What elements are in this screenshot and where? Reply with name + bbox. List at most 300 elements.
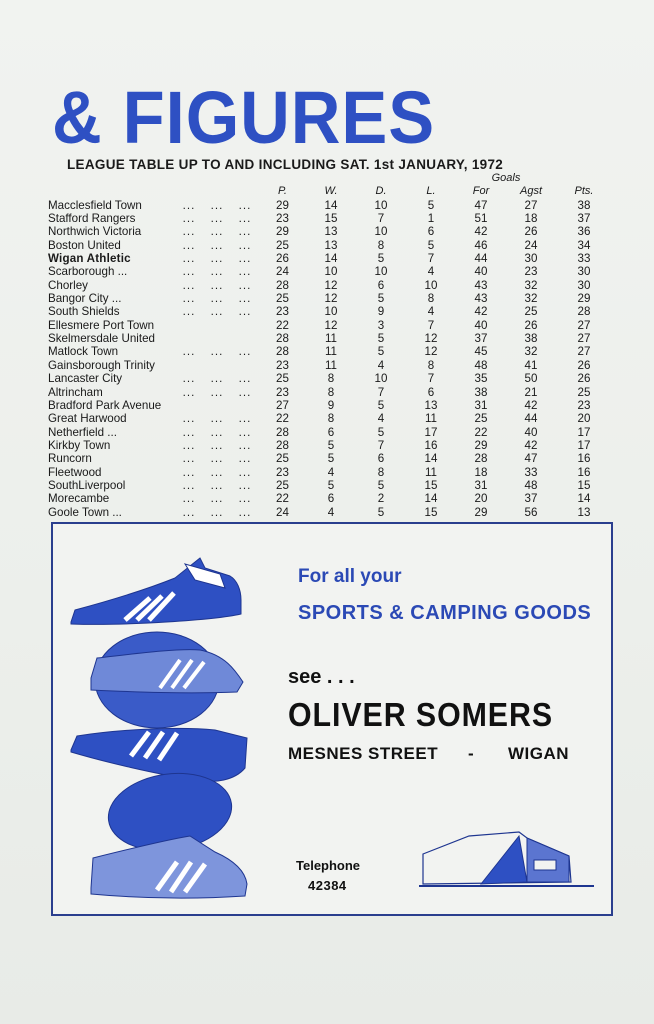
table-row [48,199,612,212]
page-headline: & FIGURES [52,76,436,159]
cell-p: 26 [276,252,289,266]
league-table-title: LEAGUE TABLE UP TO AND INCLUDING SAT. 1st JANUARY, 1972 [67,157,504,172]
cell-w: 11 [324,345,338,359]
leader-dots: ... [210,305,224,319]
cell-p: 23 [276,358,289,372]
cell-l: 16 [424,438,438,452]
cell-l: 4 [427,265,435,279]
leader-dots: ... [210,265,224,279]
cell-p: 23 [276,465,289,479]
advert-see: see . . . [288,666,355,688]
leader-dots: ... [210,425,224,439]
cell-w: 8 [327,372,335,386]
leader-dots: ... [182,505,196,519]
leader-dots: ... [238,425,252,439]
leader-dots: ... [182,438,196,452]
leader-dots: ... [210,438,224,452]
cell-l: 12 [424,332,438,346]
cell-agst: 26 [524,318,538,332]
cell-w: 13 [324,238,338,252]
cell-agst: 48 [524,478,538,492]
cell-pts: 37 [577,212,591,226]
cell-for: 45 [474,345,488,359]
team-name: Stafford Rangers [48,212,136,226]
col-header-lost: L. [426,185,436,198]
cell-p: 28 [276,345,289,359]
cell-p: 25 [276,372,289,386]
cell-for: 43 [474,278,488,292]
cell-d: 10 [374,225,388,239]
cell-agst: 42 [524,438,538,452]
cell-l: 1 [427,212,435,226]
cell-for: 37 [474,332,488,346]
cell-l: 11 [424,465,438,479]
cell-for: 42 [474,305,488,319]
team-name: Boston United [48,238,121,252]
leader-dots: ... [210,225,224,239]
leader-dots: ... [238,212,252,226]
cell-l: 6 [427,225,435,239]
team-name: Bradford Park Avenue [48,398,162,412]
cell-agst: 25 [524,305,538,319]
league-table-body [48,199,612,519]
leader-dots: ... [238,452,252,466]
cell-d: 10 [374,198,388,212]
team-name: Chorley [48,278,88,292]
leader-dots: ... [182,385,196,399]
leader-dots: ... [238,252,252,266]
leader-dots: ... [210,412,224,426]
cell-d: 8 [377,238,385,252]
col-header-goals-against: Agst [519,185,542,198]
cell-pts: 29 [577,292,591,306]
cell-p: 23 [276,212,289,226]
cell-w: 8 [327,412,335,426]
leader-dots: ... [210,198,224,212]
cell-for: 31 [474,398,488,412]
cell-pts: 13 [577,505,591,519]
team-name: Matlock Town [48,345,119,359]
table-row [48,479,612,492]
cell-l: 8 [427,292,435,306]
cell-w: 13 [324,225,338,239]
table-row [48,466,612,479]
cell-for: 20 [474,492,488,506]
table-row [48,332,612,345]
cell-agst: 21 [524,385,538,399]
cell-w: 14 [324,198,338,212]
leader-dots: ... [210,292,224,306]
cell-for: 28 [474,452,488,466]
team-name: Scarborough ... [48,265,128,279]
cell-d: 9 [377,305,385,319]
cell-for: 40 [474,318,488,332]
cell-w: 12 [324,278,338,292]
cell-l: 14 [424,492,438,506]
cell-pts: 30 [577,265,591,279]
leader-dots: ... [238,412,252,426]
leader-dots: ... [182,225,196,239]
table-row [48,372,612,385]
leader-dots: ... [210,372,224,386]
cell-p: 29 [276,198,289,212]
cell-for: 25 [474,412,488,426]
leader-dots: ... [238,225,252,239]
table-row [48,292,612,305]
cell-p: 28 [276,278,289,292]
leader-dots: ... [238,505,252,519]
cell-pts: 25 [577,385,591,399]
cell-l: 7 [427,318,435,332]
cell-d: 4 [377,358,385,372]
cell-for: 43 [474,292,488,306]
cell-l: 15 [424,478,438,492]
advert-town: WIGAN [508,744,570,763]
cell-w: 11 [324,358,338,372]
team-name: Macclesfield Town [48,198,142,212]
cell-p: 23 [276,385,289,399]
table-row [48,412,612,425]
advert-goods: SPORTS & CAMPING GOODS [298,602,592,624]
leader-dots: ... [238,198,252,212]
cell-d: 6 [377,452,385,466]
cell-for: 18 [474,465,488,479]
leader-dots: ... [182,265,196,279]
advert-telephone-label: Telephone [296,858,361,873]
team-name: Northwich Victoria [48,225,142,239]
cell-w: 14 [324,252,338,266]
cell-w: 6 [327,425,335,439]
leader-dots: ... [182,198,196,212]
cell-agst: 33 [524,465,538,479]
table-row [48,212,612,225]
leader-dots: ... [238,478,252,492]
cell-d: 5 [377,505,385,519]
advert-box [51,522,613,916]
advert-street: MESNES STREET [288,744,439,763]
cell-d: 7 [377,385,385,399]
cell-for: 35 [474,372,488,386]
leader-dots: ... [182,212,196,226]
cell-w: 5 [327,452,335,466]
boots-and-balls-illustration [65,540,290,910]
table-row [48,239,612,252]
leader-dots: ... [210,385,224,399]
cell-for: 47 [474,198,488,212]
cell-agst: 32 [524,292,538,306]
leader-dots: ... [182,452,196,466]
cell-agst: 18 [524,212,538,226]
cell-p: 24 [276,265,289,279]
cell-pts: 27 [577,332,591,346]
cell-pts: 38 [577,198,591,212]
team-name: Netherfield ... [48,425,117,439]
leader-dots: ... [182,292,196,306]
table-row [48,319,612,332]
leader-dots: ... [238,238,252,252]
cell-w: 4 [327,505,335,519]
leader-dots: ... [182,478,196,492]
cell-w: 12 [324,318,338,332]
cell-d: 4 [377,412,385,426]
leader-dots: ... [238,345,252,359]
leader-dots: ... [182,492,196,506]
cell-agst: 23 [524,265,538,279]
cell-for: 22 [474,425,488,439]
cell-pts: 26 [577,358,591,372]
cell-for: 44 [474,252,488,266]
leader-dots: ... [210,252,224,266]
cell-pts: 23 [577,398,591,412]
cell-d: 5 [377,398,385,412]
cell-d: 5 [377,332,385,346]
col-header-goals-for: For [472,185,490,198]
table-row [48,265,612,278]
table-row [48,252,612,265]
table-row [48,359,612,372]
cell-pts: 26 [577,372,591,386]
leader-dots: ... [210,278,224,292]
cell-for: 38 [474,385,488,399]
cell-agst: 24 [524,238,538,252]
cell-pts: 17 [577,425,591,439]
leader-dots: ... [210,478,224,492]
cell-for: 40 [474,265,488,279]
leader-dots: ... [238,265,252,279]
cell-for: 48 [474,358,488,372]
cell-l: 8 [427,358,435,372]
team-name: Fleetwood [48,465,102,479]
leader-dots: ... [238,385,252,399]
table-row [48,345,612,358]
leader-dots: ... [182,345,196,359]
team-name: Gainsborough Trinity [48,358,155,372]
table-row [48,279,612,292]
cell-for: 42 [474,225,488,239]
cell-d: 10 [374,265,388,279]
league-table [48,172,612,519]
advert-telephone-number: 42384 [308,878,347,893]
cell-l: 11 [424,412,438,426]
leader-dots: ... [238,305,252,319]
cell-d: 5 [377,292,385,306]
cell-d: 7 [377,212,385,226]
leader-dots: ... [210,492,224,506]
cell-agst: 50 [524,372,538,386]
cell-d: 5 [377,425,385,439]
cell-p: 24 [276,505,289,519]
advert-tagline: For all your [298,566,402,587]
cell-l: 14 [424,452,438,466]
col-header-won: W. [324,185,338,198]
cell-p: 22 [276,318,289,332]
table-row [48,426,612,439]
leader-dots: ... [210,505,224,519]
leader-dots: ... [182,238,196,252]
leader-dots: ... [210,465,224,479]
team-name: Great Harwood [48,412,127,426]
team-name: Wigan Athletic [48,252,131,266]
cell-d: 8 [377,465,385,479]
cell-for: 46 [474,238,488,252]
cell-d: 5 [377,478,385,492]
leader-dots: ... [238,492,252,506]
advert-address-separator: - [468,744,474,763]
leader-dots: ... [182,252,196,266]
leader-dots: ... [182,465,196,479]
leader-dots: ... [182,425,196,439]
cell-for: 31 [474,478,488,492]
leader-dots: ... [238,465,252,479]
leader-dots: ... [182,278,196,292]
table-row [48,305,612,318]
team-name: Altrincham [48,385,103,399]
cell-w: 9 [327,398,335,412]
cell-d: 3 [377,318,385,332]
team-name: Morecambe [48,492,110,506]
leader-dots: ... [182,305,196,319]
leader-dots: ... [210,212,224,226]
team-name: Ellesmere Port Town [48,318,155,332]
cell-pts: 34 [577,238,591,252]
cell-p: 29 [276,225,289,239]
team-name: Kirkby Town [48,438,111,452]
table-row [48,506,612,519]
cell-p: 28 [276,438,289,452]
cell-w: 11 [324,332,338,346]
cell-agst: 41 [524,358,538,372]
cell-w: 10 [324,305,338,319]
cell-agst: 26 [524,225,538,239]
cell-for: 51 [474,212,488,226]
cell-l: 17 [424,425,438,439]
cell-agst: 42 [524,398,538,412]
team-name: South Shields [48,305,120,319]
cell-l: 10 [424,278,438,292]
goals-heading: Goals [491,172,521,184]
cell-pts: 27 [577,318,591,332]
cell-p: 25 [276,452,289,466]
cell-d: 7 [377,438,385,452]
tent-illustration [419,828,594,890]
cell-w: 5 [327,438,335,452]
team-name: Goole Town ... [48,505,122,519]
team-name: SouthLiverpool [48,478,126,492]
cell-d: 5 [377,252,385,266]
cell-p: 28 [276,332,289,346]
cell-agst: 30 [524,252,538,266]
leader-dots: ... [210,345,224,359]
cell-pts: 28 [577,305,591,319]
cell-for: 29 [474,438,488,452]
cell-w: 6 [327,492,335,506]
col-header-points: Pts. [574,185,594,198]
team-name: Skelmersdale United [48,332,155,346]
cell-w: 5 [327,478,335,492]
cell-agst: 44 [524,412,538,426]
cell-p: 22 [276,412,289,426]
leader-dots: ... [238,292,252,306]
col-header-drawn: D. [375,185,387,198]
cell-w: 15 [324,212,338,226]
cell-agst: 27 [524,198,538,212]
cell-l: 7 [427,252,435,266]
cell-d: 6 [377,278,385,292]
cell-p: 23 [276,305,289,319]
cell-p: 27 [276,398,289,412]
cell-d: 10 [374,372,388,386]
cell-d: 2 [377,492,385,506]
cell-p: 22 [276,492,289,506]
leader-dots: ... [210,452,224,466]
table-row [48,225,612,238]
leader-dots: ... [182,412,196,426]
cell-l: 5 [427,198,435,212]
cell-pts: 27 [577,345,591,359]
advert-company-name: OLIVER SOMERS [288,696,554,733]
cell-l: 7 [427,372,435,386]
cell-pts: 14 [577,492,591,506]
cell-w: 12 [324,292,338,306]
cell-p: 25 [276,478,289,492]
cell-agst: 32 [524,345,538,359]
table-row [48,399,612,412]
leader-dots: ... [238,372,252,386]
cell-agst: 38 [524,332,538,346]
cell-w: 10 [324,265,338,279]
leader-dots: ... [210,238,224,252]
cell-l: 12 [424,345,438,359]
team-name: Bangor City ... [48,292,122,306]
table-row [48,439,612,452]
cell-for: 29 [474,505,488,519]
cell-w: 4 [327,465,335,479]
team-name: Lancaster City [48,372,123,386]
cell-l: 5 [427,238,435,252]
cell-l: 15 [424,505,438,519]
cell-pts: 17 [577,438,591,452]
table-row [48,492,612,505]
cell-pts: 16 [577,465,591,479]
cell-pts: 15 [577,478,591,492]
cell-p: 25 [276,238,289,252]
cell-agst: 37 [524,492,538,506]
cell-p: 25 [276,292,289,306]
cell-pts: 16 [577,452,591,466]
leader-dots: ... [238,438,252,452]
leader-dots: ... [238,278,252,292]
cell-d: 5 [377,345,385,359]
team-name: Runcorn [48,452,92,466]
table-row [48,386,612,399]
cell-agst: 40 [524,425,538,439]
cell-pts: 30 [577,278,591,292]
leader-dots: ... [182,372,196,386]
cell-l: 13 [424,398,438,412]
cell-agst: 32 [524,278,538,292]
cell-agst: 47 [524,452,538,466]
cell-pts: 36 [577,225,591,239]
cell-l: 6 [427,385,435,399]
col-header-played: P. [278,185,287,198]
cell-agst: 56 [524,505,538,519]
cell-pts: 20 [577,412,591,426]
cell-w: 8 [327,385,335,399]
cell-p: 28 [276,425,289,439]
cell-l: 4 [427,305,435,319]
table-row [48,452,612,465]
cell-pts: 33 [577,252,591,266]
